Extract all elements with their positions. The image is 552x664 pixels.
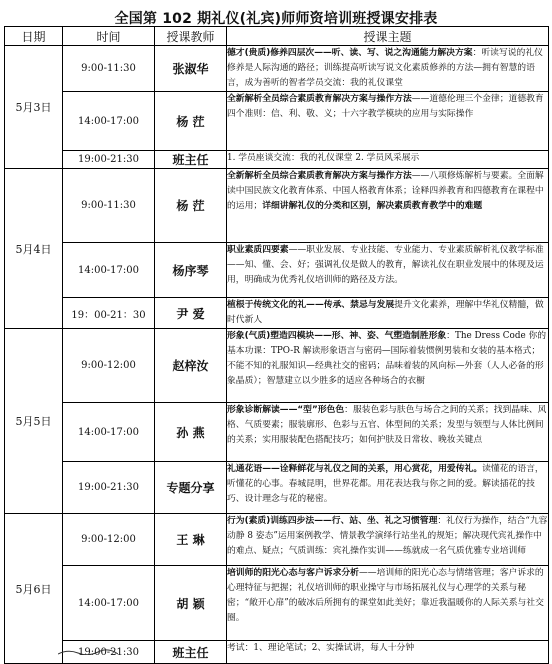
date-cell: 5月5日 [5, 329, 63, 514]
topic-body: ——培训师的阳光心态与情绪管理；客户诉求的心理特征与把握；礼仪培训师的职业操守与市场拓展礼仪与心理学的关系与秘密；“敞开心扉”的破冰后所拥有的课堂如此美好；靠近我温暖你的人际关系与社交圈。 [227, 568, 544, 623]
topic-lead: 职业素质四要素 [227, 245, 289, 255]
header-date: 日期 [5, 27, 63, 46]
topic-lead: 全新解析全员综合素质教育解决方案与操作方法 [227, 94, 412, 104]
teacher-cell: 班主任 [155, 641, 227, 664]
teacher-cell: 杨 茳 [155, 92, 227, 151]
time-cell: 14:00-17:00 [63, 403, 155, 462]
topic-lead: 形象(气质)塑造四模块——形、神、姿、气塑造制胜形象 [227, 331, 447, 341]
topic-cell [227, 298, 549, 329]
topic-lead: 全新解析全员综合素质教育解决方案与操作方法 [227, 171, 412, 181]
schedule-row [5, 403, 549, 462]
topic-body: 1. 学员座谈交流：我的礼仪课堂 2. 学员风采展示 [227, 153, 420, 163]
topic-lead: 形象诊断解读——“型”形色色 [227, 405, 345, 415]
teacher-cell: 胡 颖 [155, 566, 227, 641]
header-teacher: 授课教师 [155, 27, 227, 46]
teacher-cell: 尹 爱 [155, 298, 227, 329]
topic-body: ：礼仪行为操作，结合“九容动静 8 姿态”运用案例教学、情景教学演绎行站坐礼的规矩；解决现代宾礼操作中的难点、疑点；气质训练：宾礼操作实训——练就成一名气质优雅专业培训师 [227, 516, 548, 556]
teacher-cell: 专题分享 [155, 462, 227, 514]
schedule-table [4, 26, 549, 664]
topic-tail: 详细讲解礼仪的分类和区别，解决素质教育教学中的难题 [262, 201, 483, 211]
time-cell: 19:00-21:30 [63, 462, 155, 514]
schedule-row [5, 169, 549, 243]
footer-decoration [58, 649, 118, 655]
time-cell: 14:00-17:00 [63, 92, 155, 151]
schedule-row [5, 566, 549, 641]
header-row [5, 27, 549, 46]
teacher-cell: 杨序琴 [155, 243, 227, 298]
topic-body: ：服装色彩与肤色与场合之间的关系；找到晶味、风格、气质要素；服装廓形、色彩与五官、体型间的关系；发型与领型与人体比例间的关系；实用服装配色搭配技巧；如何护肤及日常妆、晚妆关键点 [227, 405, 547, 445]
topic-cell [227, 566, 549, 641]
topic-cell [227, 514, 549, 566]
topic-cell [227, 169, 549, 243]
topic-lead: 德才(贵质)修养四层次——听、读、写、说之沟通能力解决方案 [227, 48, 473, 58]
time-cell: 19:00-21:30 [63, 151, 155, 169]
topic-lead: 培训师的阳光心态与客户诉求分析 [227, 568, 359, 578]
date-cell: 5月3日 [5, 46, 63, 169]
topic-lead: 行为(素质)训练四步法——行、站、坐、礼之习惯管理 [227, 516, 438, 526]
topic-cell [227, 151, 549, 169]
teacher-cell: 杨 茳 [155, 169, 227, 243]
topic-body: ：The Dress Code 你的基本功课：TPO-R 解读形象语言与密码—国际着装惯例男装和女装的基本格式；不能不知的礼服知识—经典社交的密码；品味着装的风向标—外套（人人必备的形象晶质）；智慧建立以少胜多的适应各种场合的衣橱 [227, 331, 547, 386]
topic-cell [227, 329, 549, 403]
topic-cell [227, 46, 549, 92]
topic-cell [227, 641, 549, 664]
header-topic: 授课主题 [227, 27, 549, 46]
teacher-cell: 班主任 [155, 151, 227, 169]
document-title: 全国第 102 期礼仪(礼宾)师师资培训班授课安排表 [114, 11, 438, 27]
topic-lead: 植根于传统文化的礼——传承、禁忌与发展 [227, 300, 395, 310]
time-cell: 19:00-21:30 [63, 641, 155, 664]
header-time: 时间 [63, 27, 155, 46]
topic-body: 读懂花的语言，听懂花的心事。春城昆明，世界花都。用花表达我与你之间的爱。解读插花的技巧、设计理念与花的秘密。 [227, 464, 544, 504]
topic-body: ——道德伦理三个金律；道德教育四个准则：信、利、敬、义；十六字教学模块的应用与实际操作 [227, 94, 544, 119]
topic-body: 提升文化素养，理解中华礼仪精髓，做时代新人 [227, 300, 544, 325]
topic-body: ：听读写说的礼仪修养是人际沟通的路径；训练提高听读写说文化素质修养的方法—拥有智慧的语言，成为善听的智者学员交流：我的礼仪课堂 [227, 48, 543, 88]
time-cell: 9:00-11:30 [63, 46, 155, 92]
topic-cell [227, 403, 549, 462]
topic-body: 考试：1、理论笔试；2、实操试讲，每人十分钟 [227, 643, 415, 653]
teacher-cell: 赵梓汝 [155, 329, 227, 403]
schedule-row [5, 151, 549, 169]
topic-body: ——八项修炼解析与要素。全面解读中国民族文化教育体系、中国人格教育体系；诠释四养教育和四德教育在课程中的运用； [227, 171, 544, 211]
topic-cell [227, 243, 549, 298]
teacher-cell: 孙 燕 [155, 403, 227, 462]
topic-cell [227, 92, 549, 151]
time-cell: 9:00-12:00 [63, 329, 155, 403]
time-cell: 19：00-21：30 [63, 298, 155, 329]
date-cell: 5月6日 [5, 514, 63, 664]
topic-cell [227, 462, 549, 514]
topic-lead: 礼通花语——诠释鲜花与礼仪之间的关系，用心赏花，用爱传礼。 [227, 464, 483, 474]
schedule-row [5, 92, 549, 151]
time-cell: 9:00-11:30 [63, 169, 155, 243]
teacher-cell: 王 琳 [155, 514, 227, 566]
schedule-row [5, 243, 549, 298]
schedule-row [5, 298, 549, 329]
time-cell: 14:00-17:00 [63, 566, 155, 641]
schedule-row [5, 514, 549, 566]
teacher-cell: 张淑华 [155, 46, 227, 92]
schedule-row [5, 462, 549, 514]
schedule-row [5, 46, 549, 92]
time-cell: 9:00-12:00 [63, 514, 155, 566]
schedule-row [5, 329, 549, 403]
date-cell: 5月4日 [5, 169, 63, 329]
topic-body: ——职业发展、专业技能、专业能力、专业素质解析礼仪教学标准——知、懂、会、好；强调礼仪是做人的教育，解读礼仪在职业发展中的体现及运用，明确成为优秀礼仪培训师的路径及方法。 [227, 245, 544, 285]
time-cell: 14:00-17:00 [63, 243, 155, 298]
schedule-body [5, 46, 549, 664]
